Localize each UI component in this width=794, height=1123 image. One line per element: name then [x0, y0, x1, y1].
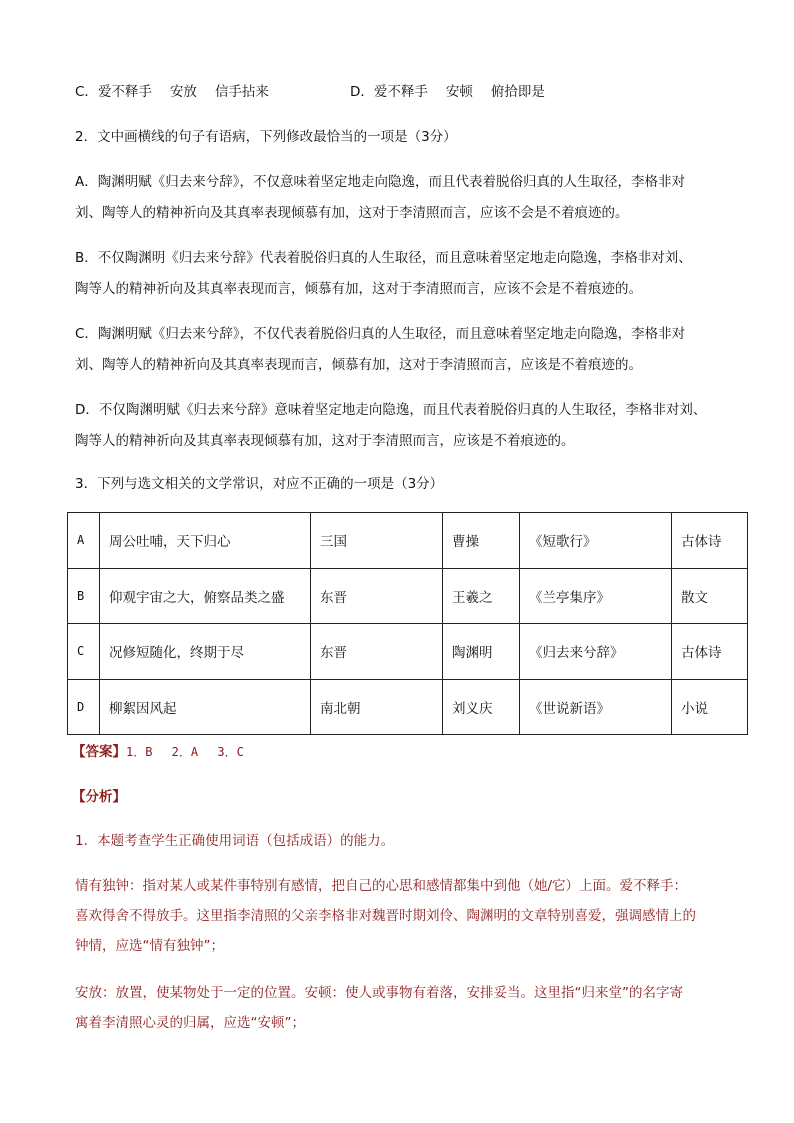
analysis-p3-line1: 安放：放置，使某物处于一定的位置。安顿：使人或事物有着落，安排妥当。这里指“归来堂”的名字寄 [75, 985, 683, 1001]
q3-stem: 3．下列与选文相关的文学常识，对应不正确的一项是（3分） [75, 476, 444, 492]
q2-stem: 2．文中画横线的句子有语病，下列修改最恰当的一项是（3分） [75, 129, 457, 145]
table-cell-dynasty: 南北朝 [311, 679, 443, 735]
table-row [68, 513, 748, 569]
table-cell-dynasty: 东晋 [311, 568, 443, 624]
table-cell-author: 刘义庆 [443, 679, 520, 735]
q2-option-d-line1: D．不仅陶渊明赋《归去来兮辞》意味着坚定地走向隐逸，而且代表着脱俗归真的人生取径，李格非对刘、 [75, 402, 707, 418]
literature-table [67, 512, 748, 735]
table-cell-work: 《归去来兮辞》 [520, 624, 672, 680]
table-row [68, 624, 748, 680]
analysis-p2-line2: 喜欢得舍不得放手。这里指李清照的父亲李格非对魏晋时期刘伶、陶渊明的文章特别喜爱，强调感情上的 [75, 908, 696, 924]
q2-option-d-line2: 陶等人的精神祈向及其真率表现倾慕有加，这对于李清照而言，应该是不着痕迹的。 [75, 433, 575, 449]
answer-line [72, 742, 244, 762]
table-cell-genre: 小说 [672, 679, 748, 735]
table-cell-quote: 仰观宇宙之大，俯察品类之盛 [100, 568, 311, 624]
table-row [68, 679, 748, 735]
table-cell-genre: 古体诗 [672, 624, 748, 680]
q2-option-b-line1: B．不仅陶渊明《归去来兮辞》代表着脱俗归真的人生取径，而且意味着坚定地走向隐逸，李格非对刘、 [75, 250, 692, 266]
table-cell-letter: A [68, 513, 100, 569]
answer-label: 【答案】 [72, 744, 126, 760]
q2-option-a-line1: A．陶渊明赋《归去来兮辞》，不仅意味着坚定地走向隐逸，而且代表着脱俗归真的人生取径，李格非对 [75, 174, 685, 190]
table-cell-quote: 况修短随化，终期于尽 [100, 624, 311, 680]
table-cell-letter: C [68, 624, 100, 680]
q1-option-d: D．爱不释手 安顿 俯拾即是 [350, 84, 545, 100]
table-cell-letter: D [68, 679, 100, 735]
table-cell-work: 《兰亭集序》 [520, 568, 672, 624]
table-cell-dynasty: 三国 [311, 513, 443, 569]
analysis-p2-line1: 情有独钟：指对某人或某件事特别有感情，把自己的心思和感情都集中到他（她/它）上面。爱不释手： [75, 878, 688, 894]
analysis-p2-line3: 钟情，应选“情有独钟”； [75, 938, 224, 954]
table-cell-work: 《短歌行》 [520, 513, 672, 569]
q2-option-a-line2: 刘、陶等人的精神祈向及其真率表现倾慕有加，这对于李清照而言，应该不会是不着痕迹的。 [75, 205, 629, 221]
q2-option-c-line2: 刘、陶等人的精神祈向及其真率表现而言，倾慕有加，这对于李清照而言，应该是不着痕迹的。 [75, 357, 642, 373]
table-cell-quote: 周公吐哺，天下归心 [100, 513, 311, 569]
q2-option-b-line2: 陶等人的精神祈向及其真率表现而言，倾慕有加，这对于李清照而言，应该不会是不着痕迹的。 [75, 281, 642, 297]
table-cell-genre: 散文 [672, 568, 748, 624]
table-row [68, 568, 748, 624]
table-cell-author: 曹操 [443, 513, 520, 569]
q2-option-c-line1: C．陶渊明赋《归去来兮辞》，不仅代表着脱俗归真的人生取径，而且意味着坚定地走向隐逸，李格非对 [75, 326, 686, 342]
table-cell-work: 《世说新语》 [520, 679, 672, 735]
table-cell-author: 王羲之 [443, 568, 520, 624]
analysis-p1: 1．本题考查学生正确使用词语（包括成语）的能力。 [75, 833, 395, 849]
analysis-label: 【分析】 [72, 789, 126, 805]
q1-option-c: C．爱不释手 安放 信手拈来 [75, 84, 269, 100]
table-cell-author: 陶渊明 [443, 624, 520, 680]
table-cell-dynasty: 东晋 [311, 624, 443, 680]
table-cell-genre: 古体诗 [672, 513, 748, 569]
table-cell-quote: 柳絮因风起 [100, 679, 311, 735]
answer-text: 1．B 2．A 3．C [126, 745, 244, 759]
table-cell-letter: B [68, 568, 100, 624]
analysis-p3-line2: 寓着李清照心灵的归属，应选“安顿”； [75, 1015, 305, 1031]
